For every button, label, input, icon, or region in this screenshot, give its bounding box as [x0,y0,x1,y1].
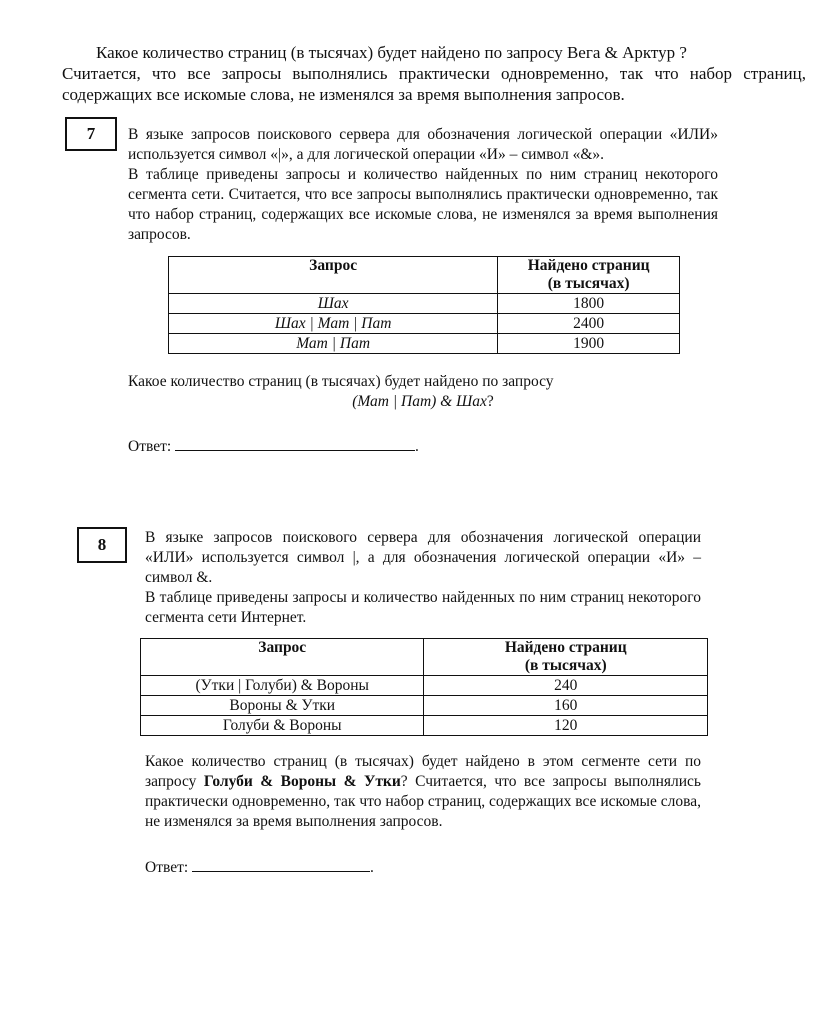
table-row [169,294,680,314]
task-8-question [145,752,701,832]
table-cell-count: 2400 [498,314,680,334]
task-7-query-line [128,392,718,412]
task-8-para-2: В таблице приведены запросы и количество найденных по ним страниц некоторого сегмента сети Интернет. [145,589,701,626]
table-header-count [424,639,708,676]
task-8-table [140,638,708,736]
task-8-answer-field[interactable] [192,857,370,872]
table-cell-query: Голуби & Вороны [141,716,424,736]
table-header-count [498,257,680,294]
task-7-table [168,256,680,354]
task-7-text [128,125,718,245]
task-8-number: 8 [77,527,127,563]
table-header-query: Запрос [141,639,424,676]
task-8-answer [145,857,374,877]
task-8-text [145,528,701,628]
table-header-count-line1: Найдено страниц [527,257,650,274]
task-7-answer [128,436,419,456]
table-cell-count: 160 [424,696,708,716]
task-7-number: 7 [65,117,117,151]
table-header-query: Запрос [169,257,498,294]
task-7-para-2: В таблице приведены запросы и количество найденных по ним страниц некоторого сегмента сети. Считается, что все запросы выполнялись практически одновременно, так что набор страниц, содержащих все искомые слова, не изменялся за время выполнения запросов. [128,166,718,243]
table-cell-query: Шах [169,294,498,314]
task-8-query: Голуби & Вороны & Утки [203,773,401,790]
table-cell-count: 240 [424,676,708,696]
table-header-count-line2: (в тысячах) [524,657,607,674]
table-row [169,334,680,354]
table-header-count-line2: (в тысячах) [547,275,630,292]
table-row [141,676,708,696]
table-cell-count: 120 [424,716,708,736]
intro-line-2: Считается, что все запросы выполнялись практически одновременно, так что набор страниц, содержащих все искомые слова, не изменялся за время выполнения запросов. [62,64,806,104]
task-8-answer-dot: . [370,859,374,876]
task-7-answer-dot: . [415,438,419,455]
table-cell-query: (Утки | Голуби) & Вороны [141,676,424,696]
table-cell-count: 1800 [498,294,680,314]
table-header-row [141,639,708,676]
task-7-question [128,372,718,412]
table-cell-query: Вороны & Утки [141,696,424,716]
task-8-question-rest: ? Считается, что все запросы выполнялись практически одновременно, так что набор страниц, содержащих все искомые слова, не изменялся за время выполнения запросов. [145,773,701,830]
task-7-question-text: Какое количество страниц (в тысячах) будет найдено по запросу [128,373,554,390]
table-cell-count: 1900 [498,334,680,354]
task-7-question-mark: ? [486,393,494,410]
table-cell-query: Шах | Мат | Пат [169,314,498,334]
table-row [141,696,708,716]
task-7-answer-field[interactable] [175,436,415,451]
intro-text [62,42,806,105]
table-header-count-line1: Найдено страниц [504,639,627,656]
task-7-para-1: В языке запросов поискового сервера для обозначения логической операции «ИЛИ» используется символ «|», а для логической операции «И» – символ «&». [128,126,718,163]
table-row [169,314,680,334]
table-row [141,716,708,736]
table-header-row [169,257,680,294]
task-8-question-text [145,752,701,832]
task-8-para-1: В языке запросов поискового сервера для обозначения логической операции «ИЛИ» используется символ |, а для обозначения логической операции «И» – символ &. [145,529,701,586]
intro-line-1: Какое количество страниц (в тысячах) будет найдено по запросу Вега & Арктур ? [96,43,687,62]
task-8-answer-label: Ответ: [145,859,189,876]
task-8-question-start: Какое количество страниц (в тысячах) будет найдено в этом сегменте сети по запросу [145,753,701,790]
task-7-answer-label: Ответ: [128,438,172,455]
table-cell-query: Мат | Пат [169,334,498,354]
task-7-query: (Мат | Пат) & Шах [352,393,487,410]
